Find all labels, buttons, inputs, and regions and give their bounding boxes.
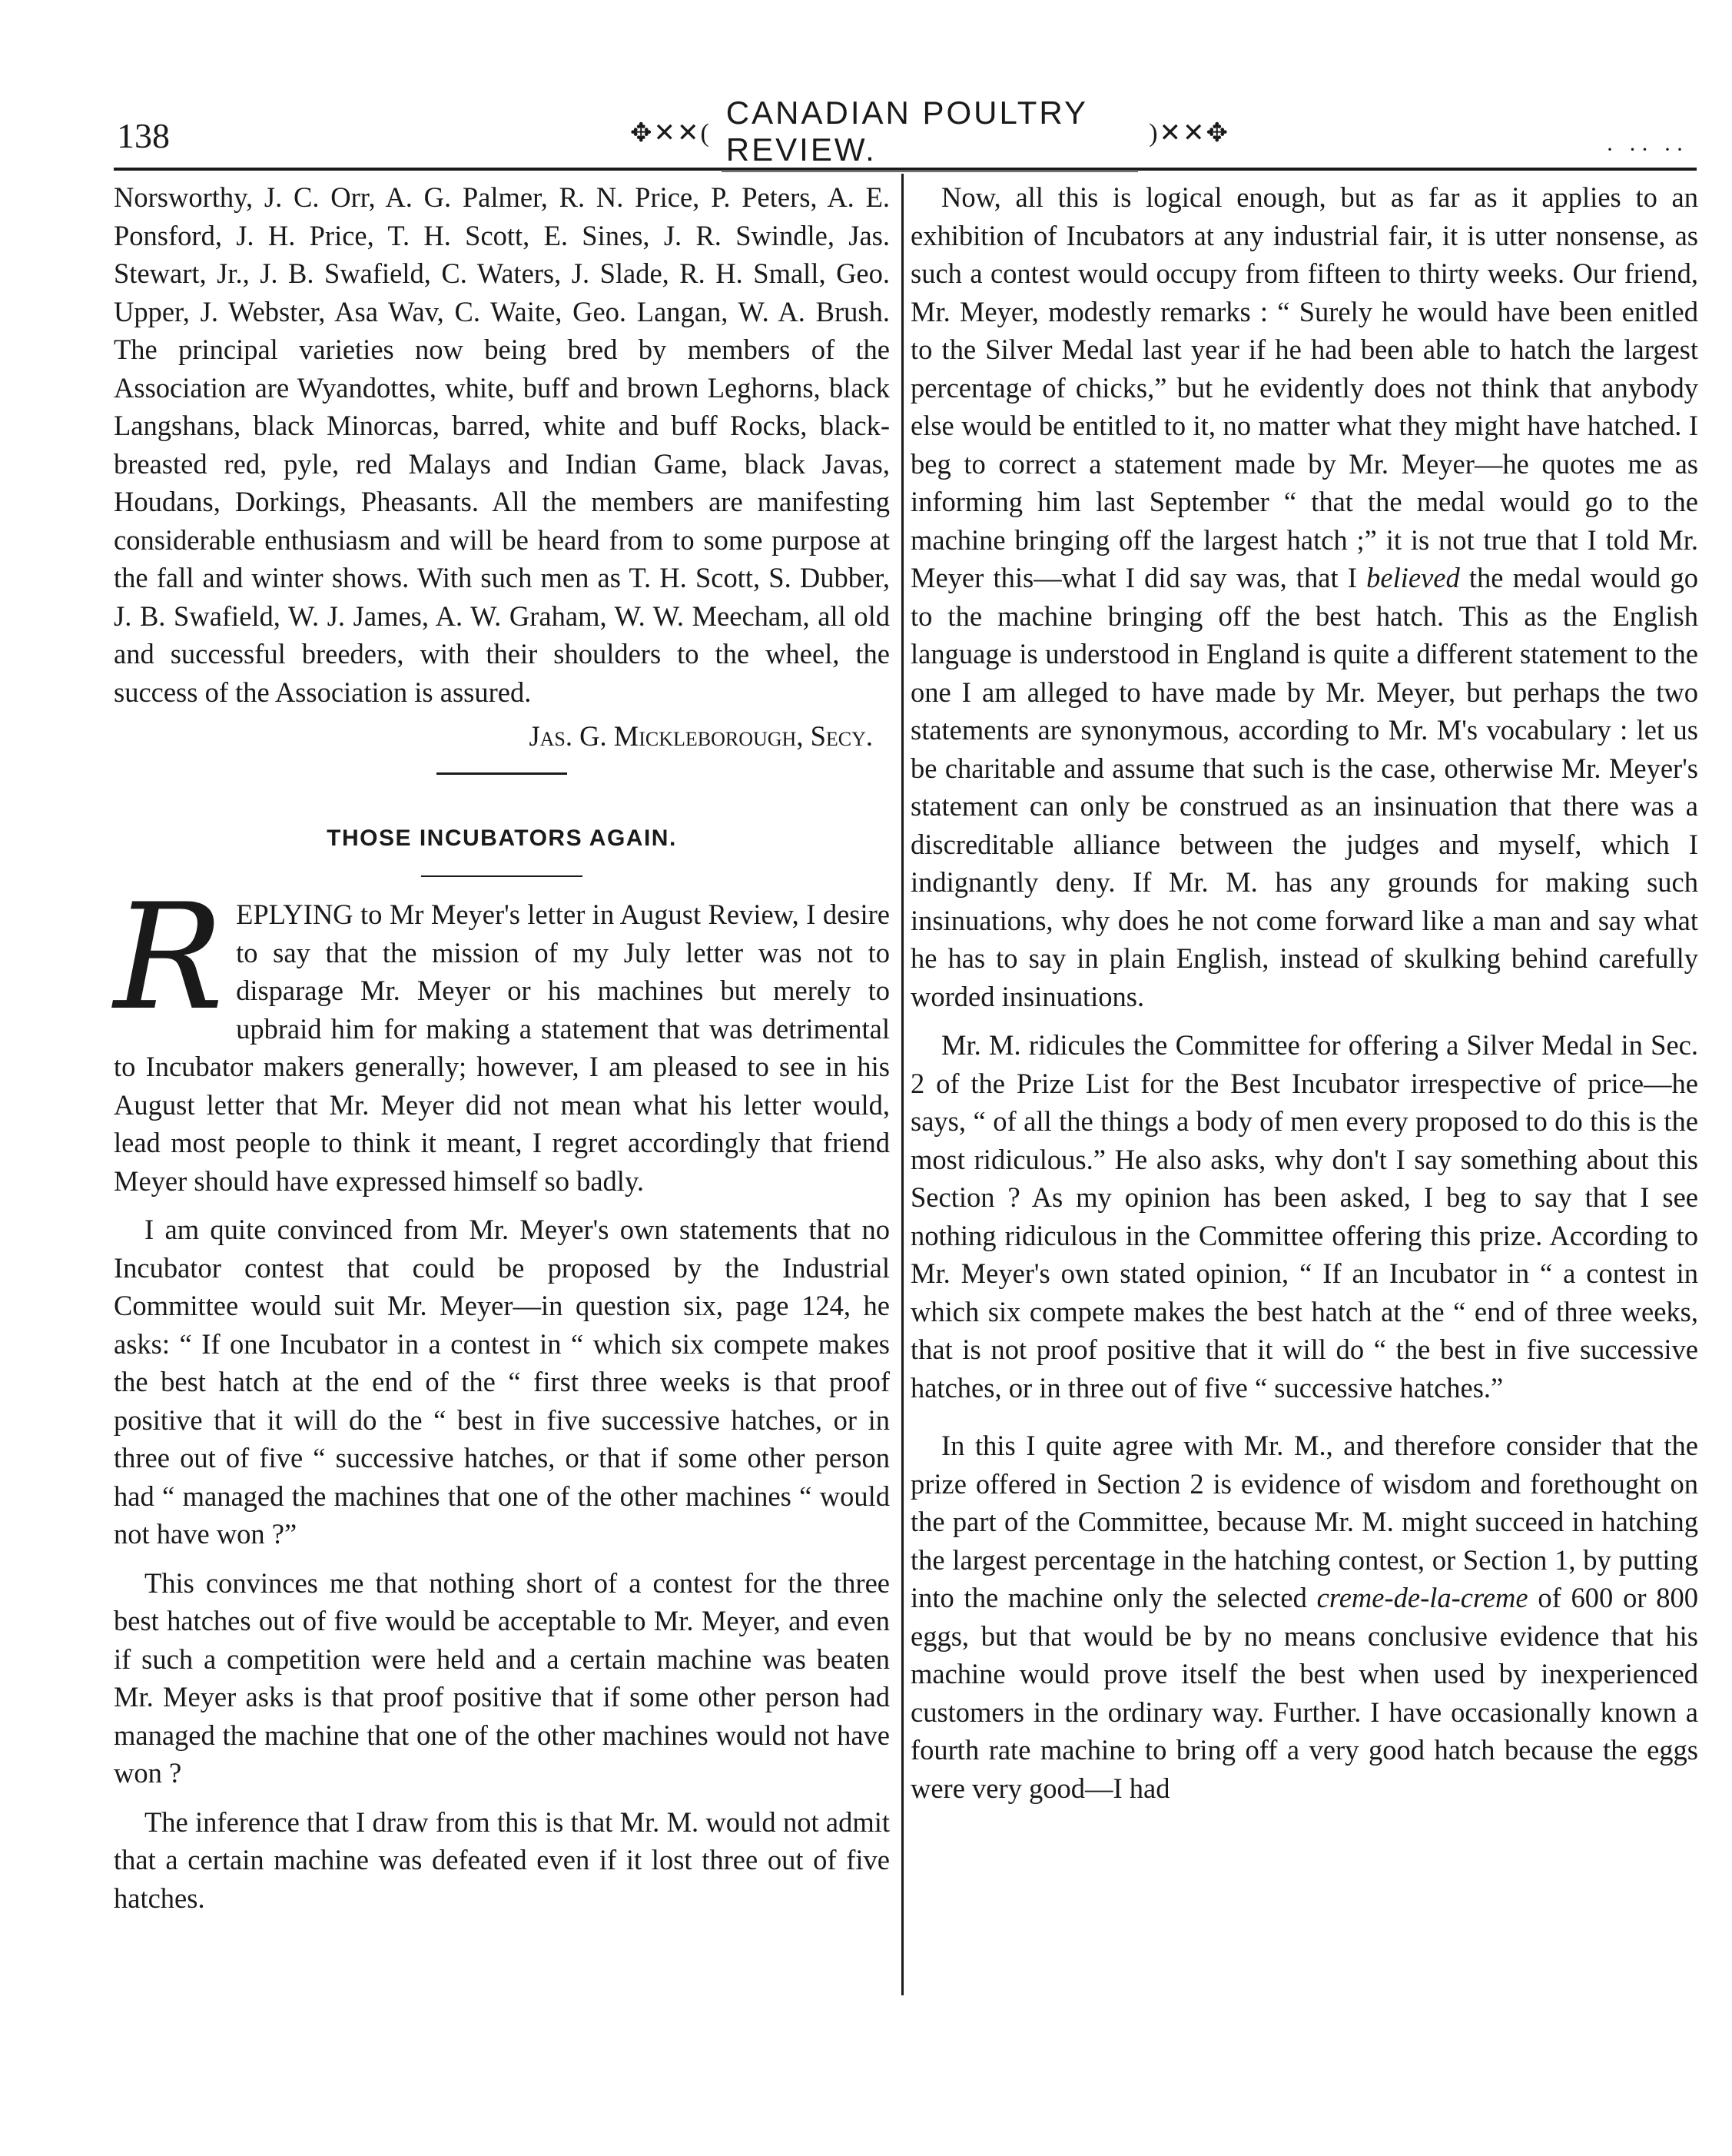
- body-paragraph: [911, 1427, 1698, 1807]
- text-span: of 600 or 800 eggs, but that would be by no means conclusive evidence that his machine would prove itself the best when used by inexperienced customers in the ordinary way. Further. I have occasionally known a fourth rate machine to bring off a very good hatch because the eggs were very good—I had: [911, 1582, 1699, 1804]
- italic-phrase: creme-de-la-creme: [1316, 1582, 1528, 1613]
- masthead-ornament-left: ✥✕✕(: [630, 119, 711, 148]
- article-heading: THOSE INCUBATORS AGAIN.: [327, 825, 677, 851]
- text-span: In this I quite agree with Mr. M., and therefore consider that the prize offered in Section 2 is evidence of wisdom and forethought on the part of the Committee, because Mr. M. might succeed in hatching the largest percentage in the hatching contest, or Section 1, by putting into the machine only the selected: [911, 1430, 1698, 1613]
- opening-text: to Mr Meyer's letter in August Review, I desire to say that the mission of my July letter was not to disparage Mr. Meyer or his machines but merely to upbraid him for making a statement that was detrimental to Incubator makers generally; however, I am pleased to see in his August letter that Mr. Meyer did not mean what his letter would, lead most people to think it meant, I regret accordingly that friend Meyer should have expressed himself so badly.: [114, 899, 890, 1197]
- body-paragraph: [911, 178, 1698, 1015]
- masthead: [630, 94, 1229, 168]
- header-corner-mark: · ·· ··: [1606, 137, 1688, 162]
- text-span: the medal would go to the machine bringing off the best hatch. This as the English language is understood in England is quite a different statement to the one I am alleged to have made by Mr. Meyer, but perhaps the two statements are synonymous, according to Mr. M's vocabulary : let us be charitable and assume that such is the case, otherwise Mr. Meyer's statement can only be construed as an insinuation that there was a discreditable alliance between the judges and myself, which I indignantly deny. If Mr. M. has any grounds for making such insinuations, why does he not come forward like a man and say what he has to say in plain English, instead of skulking behind carefully worded insinuations.: [911, 562, 1698, 1012]
- italic-word: believed: [1366, 562, 1460, 593]
- body-paragraph: I am quite convinced from Mr. Meyer's own statements that no Incubator contest that could be proposed by the Industrial Committee would suit Mr. Meyer—in question six, page 124, he asks: “ If one Incubator in a contest in “ which six compete makes the best hatch at the end of the “ first three weeks is that proof positive that it will do the “ best in five successive hatches, or in three out of five “ successive hatches, or that if some other person had “ managed the machines that one of the other machines “ would not have won ?”: [114, 1214, 890, 1550]
- continuation-paragraph: Norsworthy, J. C. Orr, A. G. Palmer, R. N. Price, P. Peters, A. E. Ponsford, J. H. Price, T. H. Scott, E. Sines, J. R. Swindle, Jas. Stewart, Jr., J. B. Swafield, C. Waters, J. Slade, R. H. Small, Geo. Upper, J. Webster, Asa Wav, C. Waite, Geo. Langan, W. A. Brush. The principal varieties now being bred by members of the Association are Wyandottes, white, buff and brown Leghorns, black Langshans, black Minorcas, barred, white and buff Rocks, black-breasted red, pyle, red Malays and Indian Game, black Javas, Houdans, Dorkings, Pheasants. All the members are manifesting considerable enthusiasm and will be heard from to some purpose at the fall and winter shows. With such men as T. H. Scott, S. Dubber, J. B. Swafield, W. J. James, A. W. Graham, W. W. Meecham, all old and successful breeders, with their shoulders to the wheel, the success of the Association is assured.: [114, 181, 890, 708]
- text-span: Now, all this is logical enough, but as far as it applies to an exhibition of Incubators at any industrial fair, it is utter nonsense, as such a contest would occupy from fifteen to thirty weeks. Our friend, Mr. Meyer, modestly remarks : “ Surely he would have been enitled to the Silver Medal last year if he had been able to hatch the largest percentage of chicks,” but he evidently does not think that anybody else would be entitled to it, no matter what they might have hatched. I beg to correct a statement made by Mr. Meyer—he quotes me as informing him last September “ that the medal would go to the machine bringing off the largest hatch ;” it is not true that I told Mr. Meyer this—what I did say was, that I: [911, 181, 1698, 593]
- masthead-title: CANADIAN POULTRY REVIEW.: [722, 95, 1138, 172]
- article-opening-paragraph: [114, 872, 890, 1200]
- body-paragraph: The inference that I draw from this is that Mr. M. would not admit that a certain machine was defeated even if it lost three out of five hatches.: [114, 1806, 890, 1914]
- opening-first-word: EPLYING: [236, 899, 353, 930]
- masthead-ornament-right: )✕✕✥: [1149, 119, 1229, 148]
- drop-cap: R: [114, 872, 224, 1042]
- signature: Jas. G. Mickleborough, Secy.: [529, 720, 873, 752]
- header-rule: [114, 168, 1697, 171]
- column-divider: [901, 174, 904, 1995]
- page-number: 138: [117, 116, 170, 155]
- article-heading-rule: [421, 875, 582, 877]
- body-paragraph: Mr. M. ridicules the Committee for offering a Silver Medal in Sec. 2 of the Prize List for the Best Incubator irrespective of price—he says, “ of all the things a body of men every proposed to do this is the most ridiculous.” He also asks, why don't I say something about this Section ? As my opinion has been asked, I beg to say that I see nothing ridiculous in the Committee offering this prize. According to Mr. Meyer's own stated opinion, “ If an Incubator in “ a contest in which six compete makes the best hatch at the “ end of three weeks, that is not proof positive that it will do “ the best in five successive hatches, or in three out of five “ successive hatches.”: [911, 1029, 1698, 1404]
- body-paragraph: This convinces me that nothing short of a contest for the three best hatches out of five would be acceptable to Mr. Meyer, and even if such a competition were held and a certain machine was beaten Mr. Meyer asks is that proof positive that if some other person had managed the machine that one of the other machines would not have won ?: [114, 1566, 890, 1789]
- left-column: [114, 178, 890, 1917]
- section-rule: [436, 772, 567, 775]
- right-column: [911, 178, 1698, 1807]
